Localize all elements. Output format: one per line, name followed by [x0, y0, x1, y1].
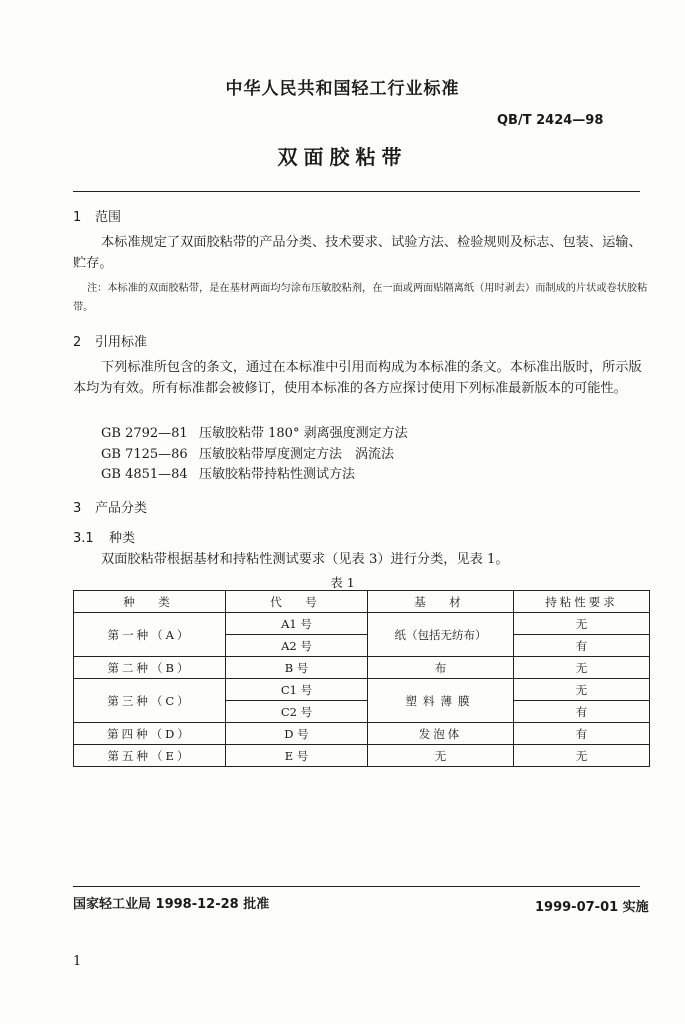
table-cell: 第三种（C） [74, 679, 226, 723]
table-header-cell: 代 号 [226, 591, 368, 613]
page-number: 1 [73, 954, 82, 969]
section-title: 范围 [95, 210, 122, 225]
reference-item [101, 424, 408, 445]
table-cell: D 号 [226, 723, 368, 745]
subsection-title: 种类 [109, 531, 136, 546]
table-header-cell: 持粘性要求 [514, 591, 650, 613]
reference-title: 压敏胶粘带厚度测定方法 涡流法 [199, 446, 395, 462]
reference-item [101, 445, 408, 466]
standard-category-title: 中华人民共和国轻工行业标准 [225, 79, 460, 99]
section-number: 2 [73, 335, 82, 350]
subsection-3-1-heading [73, 527, 135, 546]
table-cell: A2 号 [226, 635, 368, 657]
section-number: 3 [73, 501, 82, 516]
table-cell: 发泡体 [368, 723, 514, 745]
table-row [74, 723, 650, 745]
table-cell: 有 [514, 635, 650, 657]
table-cell: 有 [514, 723, 650, 745]
table-cell: 第二种（B） [74, 657, 226, 679]
section-number: 1 [73, 210, 82, 225]
section-title: 引用标准 [95, 335, 148, 350]
section-title: 产品分类 [95, 501, 148, 516]
section-1-note: 注：本标准的双面胶粘带，是在基材两面均匀涂布压敏胶粘剂，在一面或两面贴隔离纸（用时剥去）而制成的片状或卷状胶粘带。 [73, 283, 648, 313]
subsection-3-1-text: 双面胶粘带根据基材和持粘性测试要求（见表 3）进行分类，见表 1。 [101, 552, 509, 567]
table-row [74, 679, 650, 701]
table-header-cell: 种 类 [74, 591, 226, 613]
footer-rule [73, 886, 640, 887]
table-cell: 塑料薄膜 [368, 679, 514, 723]
section-3-heading [73, 497, 147, 516]
table-header-row [74, 591, 650, 613]
table-cell: C1 号 [226, 679, 368, 701]
table-cell: 无 [514, 613, 650, 635]
table-cell: 第五种（E） [74, 745, 226, 767]
table-cell: 有 [514, 701, 650, 723]
standard-code: QB/T 2424—98 [497, 113, 604, 128]
reference-code: GB 2792—81 [101, 426, 188, 441]
table-cell: 第四种（D） [74, 723, 226, 745]
approval-line: 国家轻工业局 1998-12-28 批准 [73, 897, 270, 912]
table-row [74, 613, 650, 635]
reference-item [101, 465, 408, 486]
table-row [74, 657, 650, 679]
table-cell: C2 号 [226, 701, 368, 723]
table-cell: 第一种（A） [74, 613, 226, 657]
table-cell: E 号 [226, 745, 368, 767]
reference-code: GB 4851—84 [101, 467, 188, 482]
table-cell: 无 [514, 679, 650, 701]
classification-table [73, 590, 650, 767]
table-cell: 纸（包括无纺布） [368, 613, 514, 657]
reference-title: 压敏胶粘带 180° 剥离强度测定方法 [199, 426, 408, 441]
table-caption: 表 1 [330, 575, 355, 590]
section-1-heading [73, 206, 121, 225]
section-2-heading [73, 331, 147, 350]
table-cell: 无 [514, 657, 650, 679]
table-cell: B 号 [226, 657, 368, 679]
referenced-standards-list [101, 424, 408, 486]
document-title: 双面胶粘带 [277, 145, 408, 169]
table-row [74, 745, 650, 767]
reference-code: GB 7125—86 [101, 446, 188, 462]
table-header-cell: 基 材 [368, 591, 514, 613]
table-cell: 布 [368, 657, 514, 679]
table-cell: 无 [514, 745, 650, 767]
table-cell: 无 [368, 745, 514, 767]
effective-date-line: 1999-07-01 实施 [535, 900, 649, 915]
subsection-number: 3.1 [73, 531, 94, 546]
table-cell: A1 号 [226, 613, 368, 635]
reference-title: 压敏胶粘带持粘性测试方法 [199, 467, 356, 482]
section-1-text: 本标准规定了双面胶粘带的产品分类、技术要求、试验方法、检验规则及标志、包装、运输、贮存。 [73, 235, 642, 271]
header-rule [73, 191, 640, 192]
section-2-text: 下列标准所包含的条文，通过在本标准中引用而构成为本标准的条文。本标准出版时，所示版本均为有效。所有标准都会被修订，使用本标准的各方应探讨使用下列标准最新版本的可能性。 [73, 360, 642, 396]
